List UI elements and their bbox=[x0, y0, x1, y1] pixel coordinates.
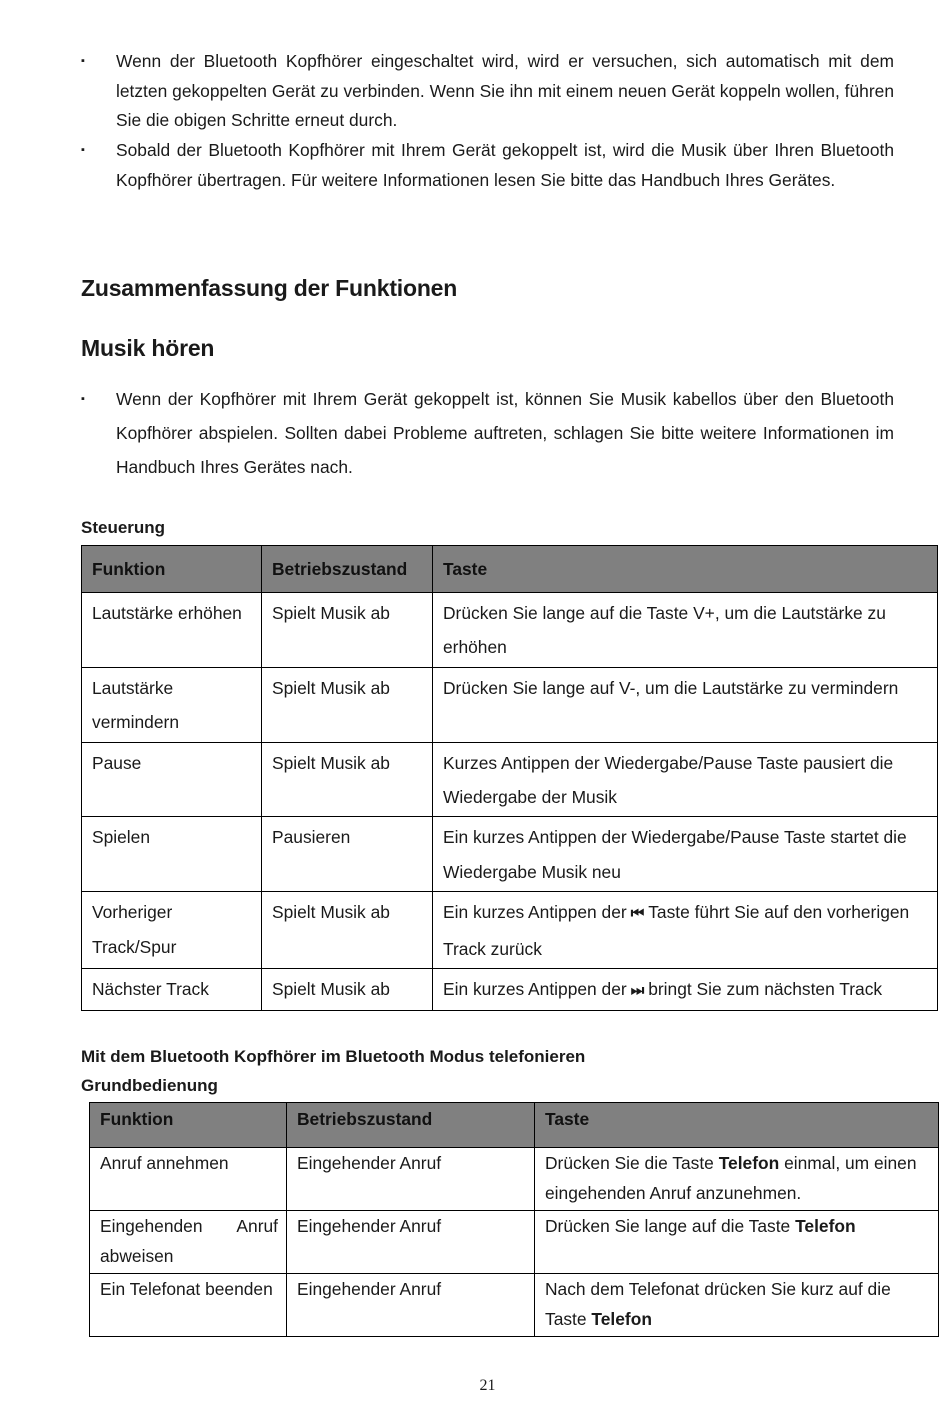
function-line-1: Eingehenden Anruf bbox=[100, 1216, 278, 1236]
table-row bbox=[90, 1148, 939, 1211]
next-track-icon: ⏭ bbox=[630, 982, 645, 1000]
heading-summary: Zusammenfassung der Funktionen bbox=[81, 275, 458, 301]
cell-key bbox=[535, 1274, 939, 1337]
table-row bbox=[82, 742, 938, 817]
cell-key bbox=[433, 892, 938, 969]
intro-bullet-1-text: Wenn der Bluetooth Kopfhörer eingeschaltet wird, wird er versuchen, sich automatisch mit dem letzten gekoppelten Gerät zu verbinden. Wenn Sie ihn mit einem neuen Gerät koppeln wollen, führen Sie die obigen Schritte erneut durch. bbox=[116, 51, 894, 131]
bullet-square-icon: ▪ bbox=[81, 144, 85, 156]
cell-function: Pause bbox=[82, 742, 262, 817]
header-state: Betriebszustand bbox=[287, 1103, 535, 1148]
music-bullet bbox=[81, 382, 894, 484]
cell-function: Lautstärke erhöhen bbox=[82, 593, 262, 668]
key-text-before: Ein kurzes Antippen der bbox=[443, 902, 627, 923]
cell-state: Pausieren bbox=[262, 817, 433, 892]
table-row bbox=[82, 593, 938, 668]
cell-state: Spielt Musik ab bbox=[262, 892, 433, 969]
intro-bullet-1 bbox=[81, 47, 894, 136]
key-text-before: Drücken Sie lange auf die Taste bbox=[545, 1216, 791, 1236]
key-telefon-bold: Telefon bbox=[795, 1216, 856, 1236]
cell-function: Anruf annehmen bbox=[90, 1148, 287, 1211]
cell-state: Eingehender Anruf bbox=[287, 1148, 535, 1211]
key-telefon-bold: Telefon bbox=[718, 1153, 780, 1173]
cell-state: Eingehender Anruf bbox=[287, 1274, 535, 1337]
control-table bbox=[81, 545, 938, 1011]
key-text-before: Nach dem Telefonat drücken Sie kurz auf die Taste bbox=[545, 1279, 891, 1329]
cell-key bbox=[535, 1148, 939, 1211]
table-row bbox=[82, 817, 938, 892]
bullet-square-icon: ▪ bbox=[81, 55, 85, 67]
key-telefon-bold: Telefon bbox=[591, 1308, 652, 1329]
key-text-before: Ein kurzes Antippen der bbox=[443, 979, 627, 1000]
intro-bullet-2-text: Sobald der Bluetooth Kopfhörer mit Ihrem Gerät gekoppelt ist, wird die Musik über Ihren Bluetooth Kopfhörer übertragen. Für weitere Informationen lesen Sie bitte das Handbuch Ihres Gerätes. bbox=[116, 140, 894, 190]
key-text-after: einmal, um einen eingehenden Anruf anzunehmen. bbox=[545, 1153, 917, 1203]
cell-state: Spielt Musik ab bbox=[262, 593, 433, 668]
table-header-row bbox=[90, 1103, 939, 1148]
header-function: Funktion bbox=[82, 546, 262, 593]
cell-function: Lautstärke vermindern bbox=[82, 667, 262, 742]
key-text-after: Taste führt Sie auf den vorherigen Track zurück bbox=[443, 902, 910, 959]
header-key: Taste bbox=[433, 546, 938, 593]
cell-key: Ein kurzes Antippen der Wiedergabe/Pause Taste startet die Wiedergabe Musik neu bbox=[433, 817, 938, 892]
heading-music: Musik hören bbox=[81, 335, 215, 361]
cell-key: Drücken Sie lange auf V-, um die Lautstärke zu vermindern bbox=[433, 667, 938, 742]
key-text-before: Drücken Sie die Taste bbox=[545, 1153, 714, 1173]
cell-key bbox=[433, 969, 938, 1011]
key-text-after: bringt Sie zum nächsten Track bbox=[648, 979, 883, 1000]
cell-state: Spielt Musik ab bbox=[262, 742, 433, 817]
cell-key: Kurzes Antippen der Wiedergabe/Pause Taste pausiert die Wiedergabe der Musik bbox=[433, 742, 938, 817]
music-bullet-text: Wenn der Kopfhörer mit Ihrem Gerät gekoppelt ist, können Sie Musik kabellos über den Bluetooth Kopfhörer abspielen. Sollten dabei Probleme auftreten, schlagen Sie bitte weitere Informationen im Handbuch Ihres Gerätes nach. bbox=[116, 389, 894, 477]
cell-function: Nächster Track bbox=[82, 969, 262, 1011]
control-title: Steuerung bbox=[81, 518, 166, 537]
cell-function bbox=[90, 1211, 287, 1274]
table-row bbox=[82, 969, 938, 1011]
table-row bbox=[82, 667, 938, 742]
cell-state: Spielt Musik ab bbox=[262, 667, 433, 742]
table-row bbox=[90, 1274, 939, 1337]
cell-function: Vorheriger Track/Spur bbox=[82, 892, 262, 969]
cell-state: Eingehender Anruf bbox=[287, 1211, 535, 1274]
phone-title: Mit dem Bluetooth Kopfhörer im Bluetooth Modus telefonieren bbox=[81, 1047, 586, 1066]
phone-table bbox=[89, 1102, 939, 1337]
header-key: Taste bbox=[535, 1103, 939, 1148]
cell-key bbox=[535, 1211, 939, 1274]
function-line-2: abweisen bbox=[100, 1245, 174, 1266]
cell-function: Spielen bbox=[82, 817, 262, 892]
bullet-square-icon: ▪ bbox=[81, 393, 85, 405]
cell-function: Ein Telefonat beenden bbox=[90, 1274, 287, 1337]
table-header-row bbox=[82, 546, 938, 593]
cell-state: Spielt Musik ab bbox=[262, 969, 433, 1011]
previous-track-icon: ⏮ bbox=[630, 905, 645, 923]
header-state: Betriebszustand bbox=[262, 546, 433, 593]
table-row bbox=[82, 892, 938, 969]
header-function: Funktion bbox=[90, 1103, 287, 1148]
page-number: 21 bbox=[479, 1377, 496, 1394]
table-row bbox=[90, 1211, 939, 1274]
intro-bullet-2 bbox=[81, 136, 894, 195]
basic-title: Grundbedienung bbox=[81, 1076, 218, 1095]
cell-key: Drücken Sie lange auf die Taste V+, um die Lautstärke zu erhöhen bbox=[433, 593, 938, 668]
